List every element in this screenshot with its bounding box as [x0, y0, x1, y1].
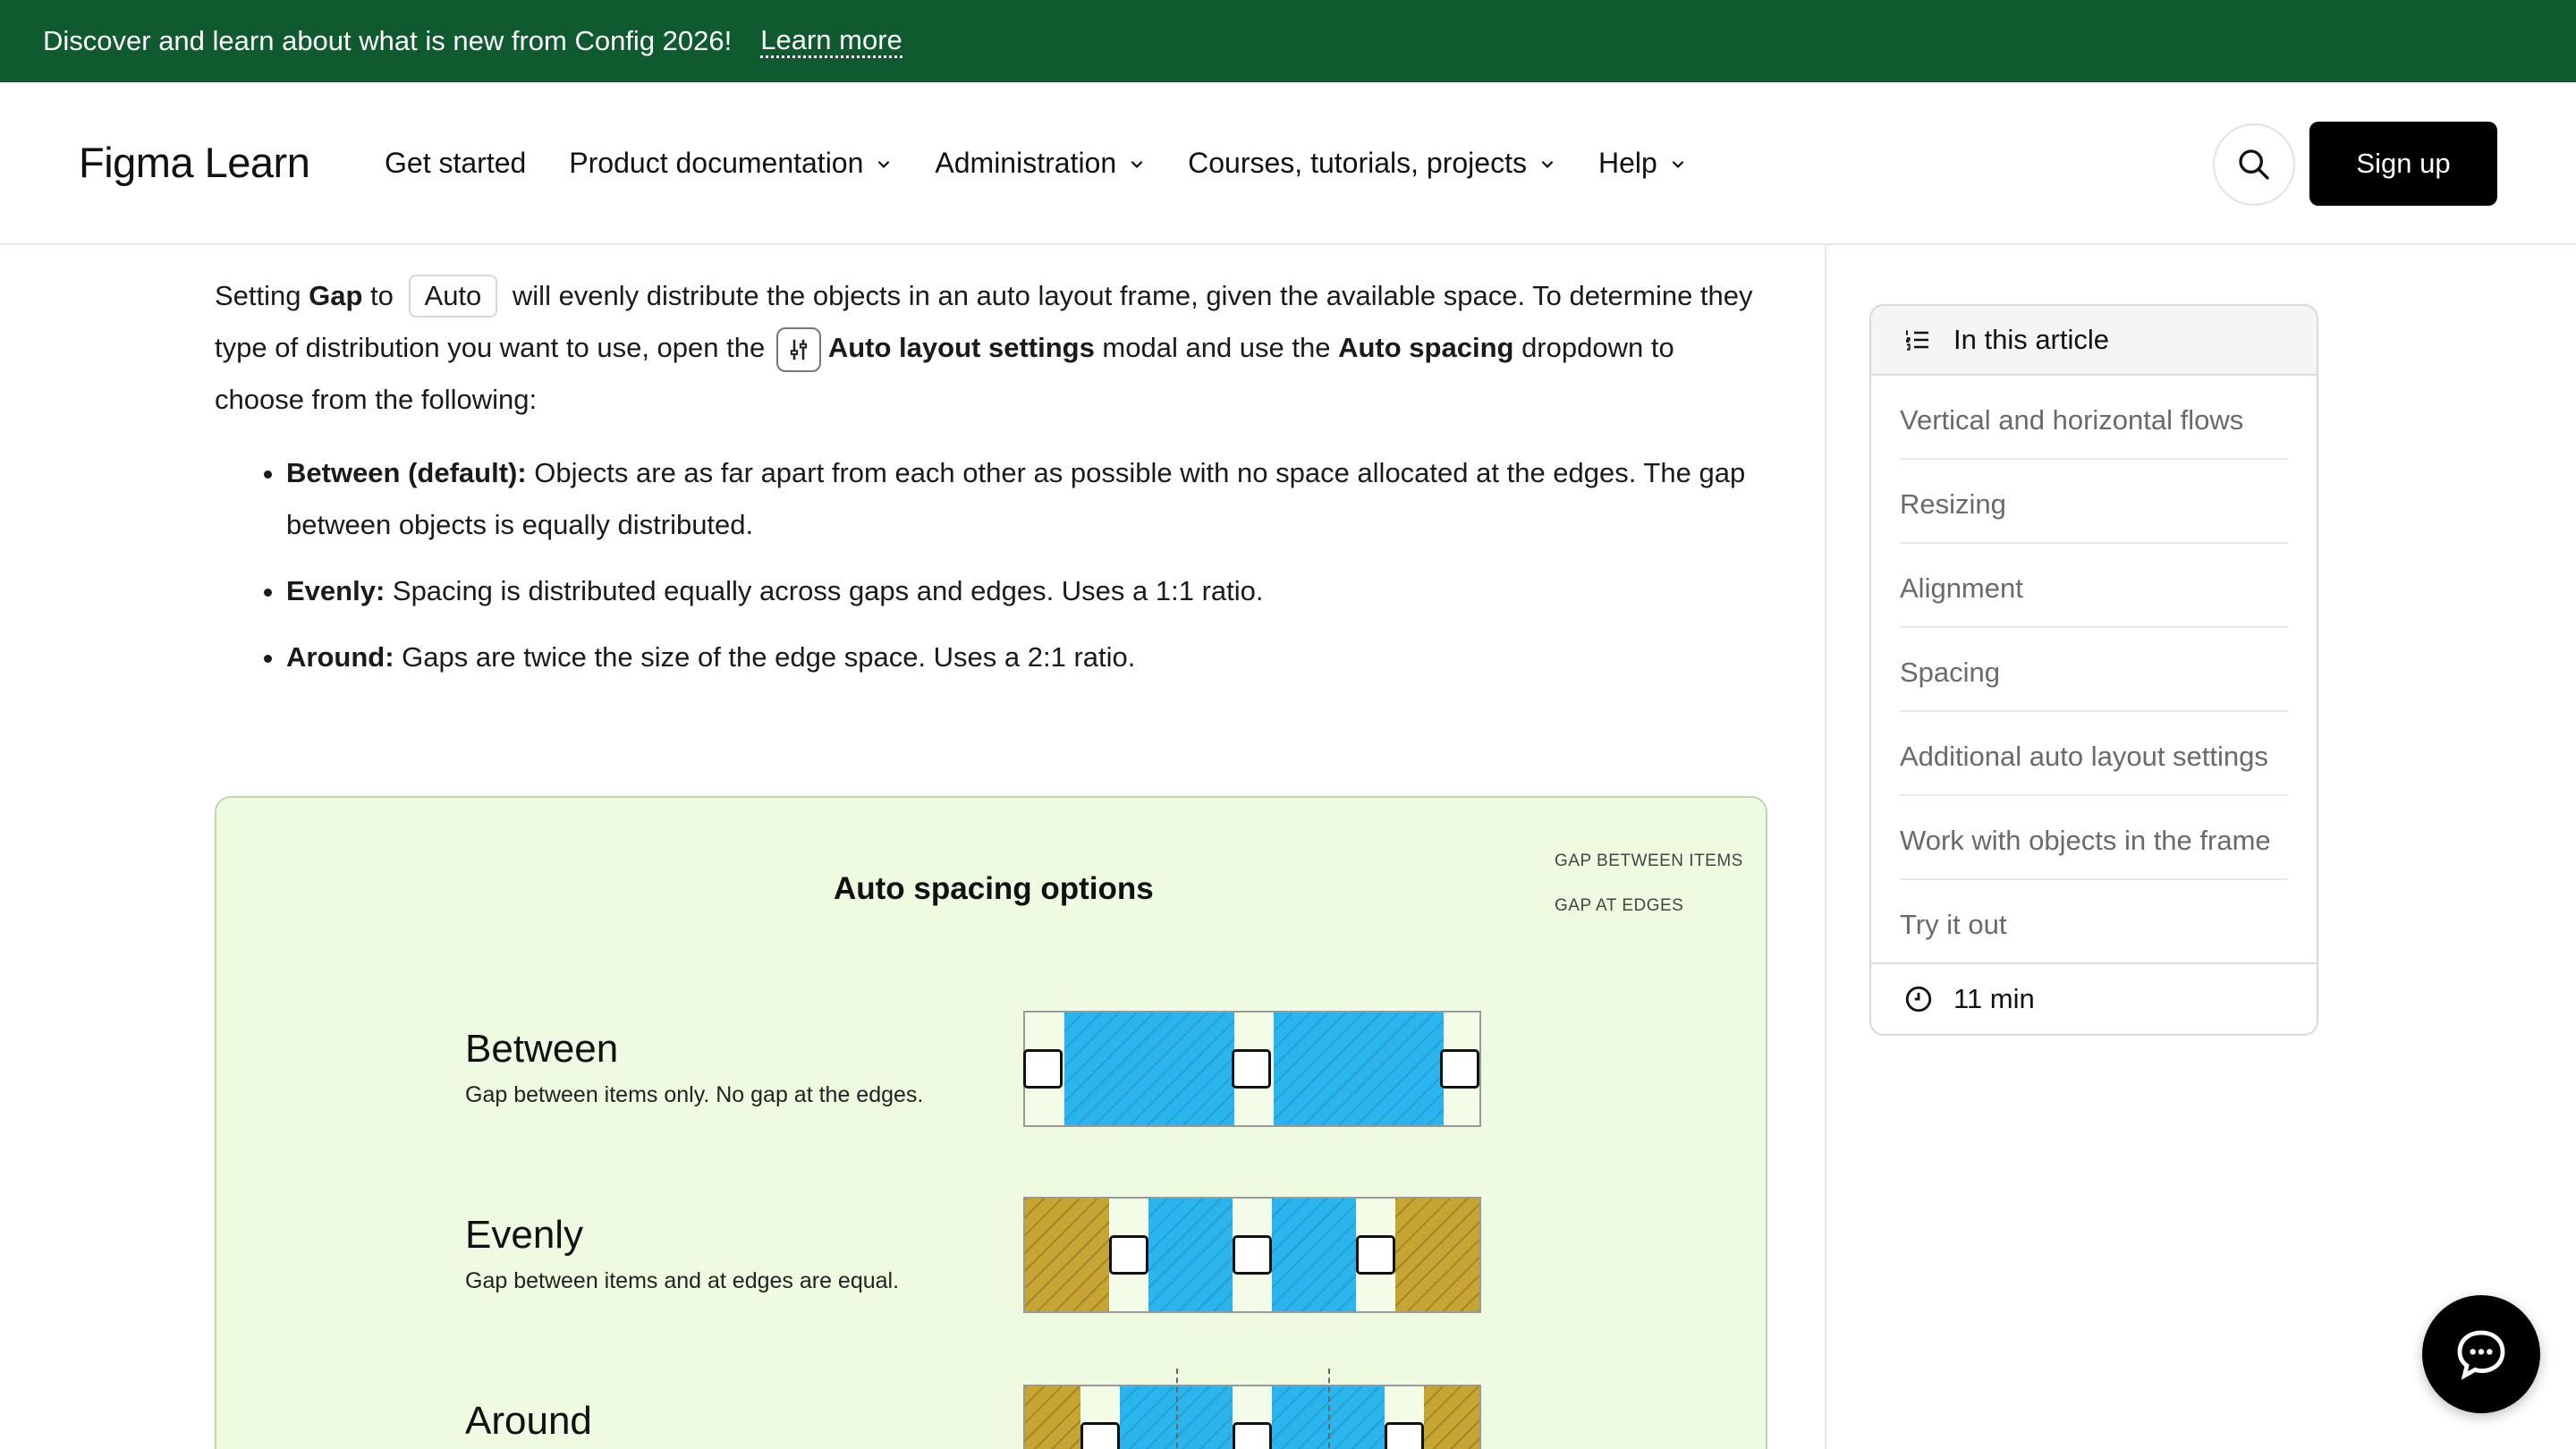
- option-evenly-label: Evenly: [465, 1213, 584, 1257]
- legend-label: GAP AT EDGES: [1555, 896, 1684, 915]
- site-header: [0, 82, 2576, 245]
- item-square: [1356, 1235, 1395, 1275]
- read-time-label: 11 min: [1953, 983, 2035, 1014]
- sidebar-divider: [1825, 245, 1826, 1449]
- chevron-down-icon: [1129, 156, 1145, 172]
- legend-item: [1513, 896, 1743, 916]
- nav-label: Help: [1597, 147, 1657, 179]
- auto-spacing-illustration: [215, 796, 1767, 1449]
- clock-icon: [1903, 984, 1934, 1014]
- nav-administration[interactable]: [935, 147, 1145, 180]
- legend-item: [1513, 852, 1743, 871]
- search-button[interactable]: [2213, 123, 2295, 206]
- nav-label: Get started: [385, 147, 527, 179]
- sign-up-button[interactable]: Sign up: [2309, 122, 2497, 206]
- gap-term: Gap: [309, 280, 363, 311]
- auto-layout-settings-term: Auto layout settings: [827, 332, 1095, 363]
- item-square: [1233, 1422, 1272, 1449]
- toc-item-additional-settings[interactable]: Additional auto layout settings: [1900, 712, 2288, 796]
- article-content: [215, 245, 1771, 698]
- nav-help[interactable]: [1598, 147, 1686, 180]
- nav-product-documentation[interactable]: [569, 147, 892, 180]
- bullet-text: Gaps are twice the size of the edge space. Uses a 2:1 ratio.: [394, 641, 1136, 673]
- read-time: [1871, 962, 2317, 1034]
- item-square: [1385, 1422, 1424, 1449]
- nav-courses[interactable]: [1188, 147, 1555, 180]
- list-item: [286, 631, 1771, 683]
- search-icon: [2236, 147, 2272, 182]
- spacing-options-list: [215, 447, 1771, 683]
- chat-bubble-icon: [2453, 1326, 2510, 1383]
- auto-spacing-term: Auto spacing: [1338, 332, 1514, 363]
- option-between-label: Between: [465, 1027, 619, 1071]
- midline-marker: [1328, 1368, 1330, 1449]
- toc-item-resizing[interactable]: Resizing: [1900, 460, 2288, 544]
- midline-marker: [1176, 1368, 1178, 1449]
- main-nav: [385, 147, 1729, 180]
- item-square: [1232, 1049, 1271, 1089]
- evenly-bar: [1023, 1197, 1481, 1313]
- nav-label: Administration: [935, 147, 1117, 179]
- nav-label: Courses, tutorials, projects: [1188, 147, 1527, 179]
- banner-text: Discover and learn about what is new from Config 2026!: [43, 25, 733, 56]
- toc-item-alignment[interactable]: Alignment: [1900, 544, 2288, 628]
- bullet-text: Objects are as far apart from each other as possible with no space allocated at the edges. The gap between objects is equally distributed.: [286, 457, 1746, 540]
- list-item: [286, 565, 1771, 617]
- list-icon: [1903, 326, 1932, 354]
- text: to: [362, 280, 402, 311]
- table-of-contents: [1869, 304, 2318, 1036]
- bullet-term: Evenly:: [286, 575, 386, 606]
- list-item: [286, 447, 1771, 551]
- nav-get-started[interactable]: [385, 147, 526, 180]
- text: modal and use the: [1094, 332, 1339, 363]
- item-square: [1109, 1235, 1148, 1275]
- auto-value-pill: Auto: [409, 275, 498, 318]
- illustration-title: Auto spacing options: [834, 871, 1154, 906]
- toc-item-try-it-out[interactable]: Try it out: [1900, 909, 2007, 940]
- text: will evenly distribute the objects in an auto layout frame, given the available space. To determine they type of distribution you want to use, open the: [215, 280, 1753, 363]
- option-evenly-desc: Gap between items and at edges are equal.: [465, 1268, 900, 1293]
- item-square: [1023, 1049, 1063, 1089]
- nav-label: Product documentation: [569, 147, 864, 179]
- bullet-term: Around:: [286, 641, 394, 673]
- chevron-down-icon: [1539, 156, 1555, 172]
- item-square: [1080, 1422, 1120, 1449]
- learn-more-link[interactable]: Learn more: [760, 24, 902, 59]
- auto-layout-settings-icon: [776, 327, 821, 372]
- text: Setting: [215, 280, 309, 311]
- toc-heading: In this article: [1953, 324, 2110, 355]
- announcement-banner: [0, 0, 2576, 82]
- toc-list: [1871, 376, 2317, 962]
- around-bar: [1023, 1385, 1481, 1449]
- legend-label: GAP BETWEEN ITEMS: [1555, 852, 1743, 870]
- bullet-text: Spacing is distributed equally across gaps and edges. Uses a 1:1 ratio.: [385, 575, 1264, 606]
- toc-item-work-with-objects[interactable]: Work with objects in the frame: [1900, 796, 2288, 880]
- figma-learn-logo[interactable]: Figma Learn: [79, 139, 310, 186]
- chevron-down-icon: [876, 156, 892, 172]
- auto-gap-paragraph: [215, 270, 1771, 426]
- item-square: [1440, 1049, 1479, 1089]
- between-bar: [1023, 1011, 1481, 1127]
- toc-item-spacing[interactable]: Spacing: [1900, 628, 2288, 712]
- toc-item-vertical-horizontal-flows[interactable]: Vertical and horizontal flows: [1900, 376, 2288, 460]
- option-around-label: Around: [465, 1399, 592, 1443]
- illustration-legend: [1513, 852, 1743, 941]
- item-square: [1233, 1235, 1272, 1275]
- bullet-term: Between (default):: [286, 457, 527, 488]
- toc-header: [1871, 306, 2317, 376]
- chat-button[interactable]: [2422, 1295, 2540, 1413]
- text: dropdown to choose from the following:: [215, 332, 1674, 415]
- option-between-desc: Gap between items only. No gap at the edges.: [465, 1082, 924, 1107]
- chevron-down-icon: [1670, 156, 1686, 172]
